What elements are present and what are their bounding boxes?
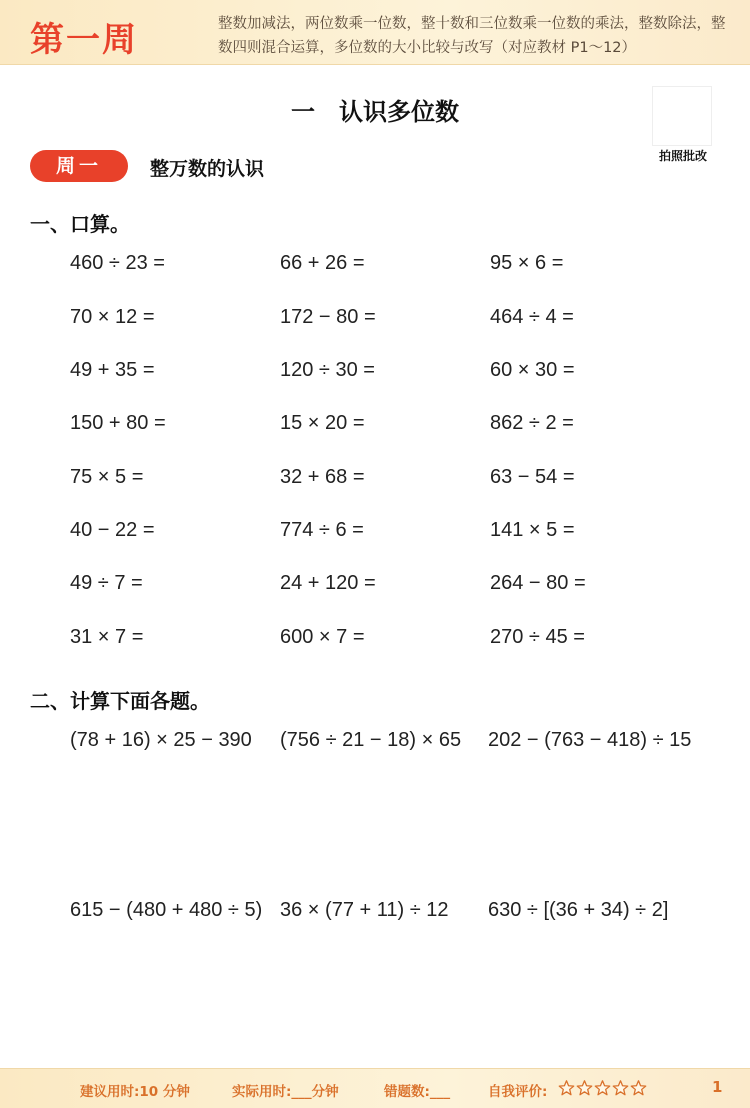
week-label: 第一周	[30, 20, 138, 60]
mental-math-problem: 66 + 26 =	[280, 252, 365, 274]
mental-math-problem: 120 ÷ 30 =	[280, 359, 375, 381]
rating-star-icon[interactable]	[612, 1080, 629, 1096]
photo-grading-label: 拍照批改	[658, 149, 707, 163]
mental-math-problem: 63 − 54 =	[490, 466, 575, 488]
self-evaluation-stars[interactable]	[558, 1080, 648, 1096]
day-badge: 周一	[30, 150, 128, 182]
mental-math-problem: 40 − 22 =	[70, 519, 155, 541]
mental-math-problem: 464 ÷ 4 =	[490, 306, 574, 328]
calculation-problem: 630 ÷ [(36 + 34) ÷ 2]	[488, 899, 669, 921]
mental-math-problem: 49 + 35 =	[70, 359, 155, 381]
mental-math-problem: 141 × 5 =	[490, 519, 575, 541]
calculation-problem: 202 − (763 − 418) ÷ 15	[488, 729, 692, 751]
calculation-problem: (756 ÷ 21 − 18) × 65	[280, 729, 462, 751]
mental-math-problem: 15 × 20 =	[280, 412, 365, 434]
lesson-title: 一 认识多位数	[291, 98, 459, 126]
qr-code-icon[interactable]	[652, 86, 712, 146]
mental-math-problem: 150 + 80 =	[70, 412, 166, 434]
suggested-time: 建议用时:10 分钟	[80, 1084, 190, 1100]
calculation-problem: 615 − (480 + 480 ÷ 5)	[70, 899, 263, 921]
rating-star-icon[interactable]	[594, 1080, 611, 1096]
page-number: 1	[712, 1078, 723, 1096]
week-description: 整数加减法，两位数乘一位数，整十数和三位数乘一位数的乘法，整数除法，整数四则混合运算，多位数的大小比较与改写（对应教材 P1～12）	[218, 16, 726, 56]
mental-math-problem: 95 × 6 =	[490, 252, 564, 274]
mental-math-problem: 862 ÷ 2 =	[490, 412, 574, 434]
mental-math-problem: 32 + 68 =	[280, 466, 365, 488]
mental-math-problem: 70 × 12 =	[70, 306, 155, 328]
rating-star-icon[interactable]	[630, 1080, 647, 1096]
mental-math-problem: 460 ÷ 23 =	[70, 252, 165, 274]
calculation-problem: 36 × (77 + 11) ÷ 12	[280, 899, 449, 921]
mental-math-problem: 75 × 5 =	[70, 466, 144, 488]
mental-math-problem: 24 + 120 =	[280, 572, 376, 594]
mental-math-problem: 172 − 80 =	[280, 306, 376, 328]
mental-math-problem: 600 × 7 =	[280, 626, 365, 648]
mental-math-problem: 270 ÷ 45 =	[490, 626, 585, 648]
section-heading-mental-math: 一、口算。	[30, 212, 130, 236]
self-evaluation-label: 自我评价:	[488, 1084, 548, 1100]
rating-star-icon[interactable]	[576, 1080, 593, 1096]
mental-math-problem: 60 × 30 =	[490, 359, 575, 381]
mental-math-problem: 774 ÷ 6 =	[280, 519, 364, 541]
mental-math-problem: 49 ÷ 7 =	[70, 572, 143, 594]
mental-math-problem: 264 − 80 =	[490, 572, 586, 594]
calculation-problem: (78 + 16) × 25 − 390	[70, 729, 252, 751]
actual-time: 实际用时:___分钟	[232, 1084, 339, 1100]
mental-math-problem: 31 × 7 =	[70, 626, 144, 648]
wrong-count: 错题数:___	[384, 1084, 451, 1100]
day-topic: 整万数的认识	[150, 158, 265, 180]
section-heading-calculation: 二、计算下面各题。	[30, 689, 210, 713]
rating-star-icon[interactable]	[558, 1080, 575, 1096]
